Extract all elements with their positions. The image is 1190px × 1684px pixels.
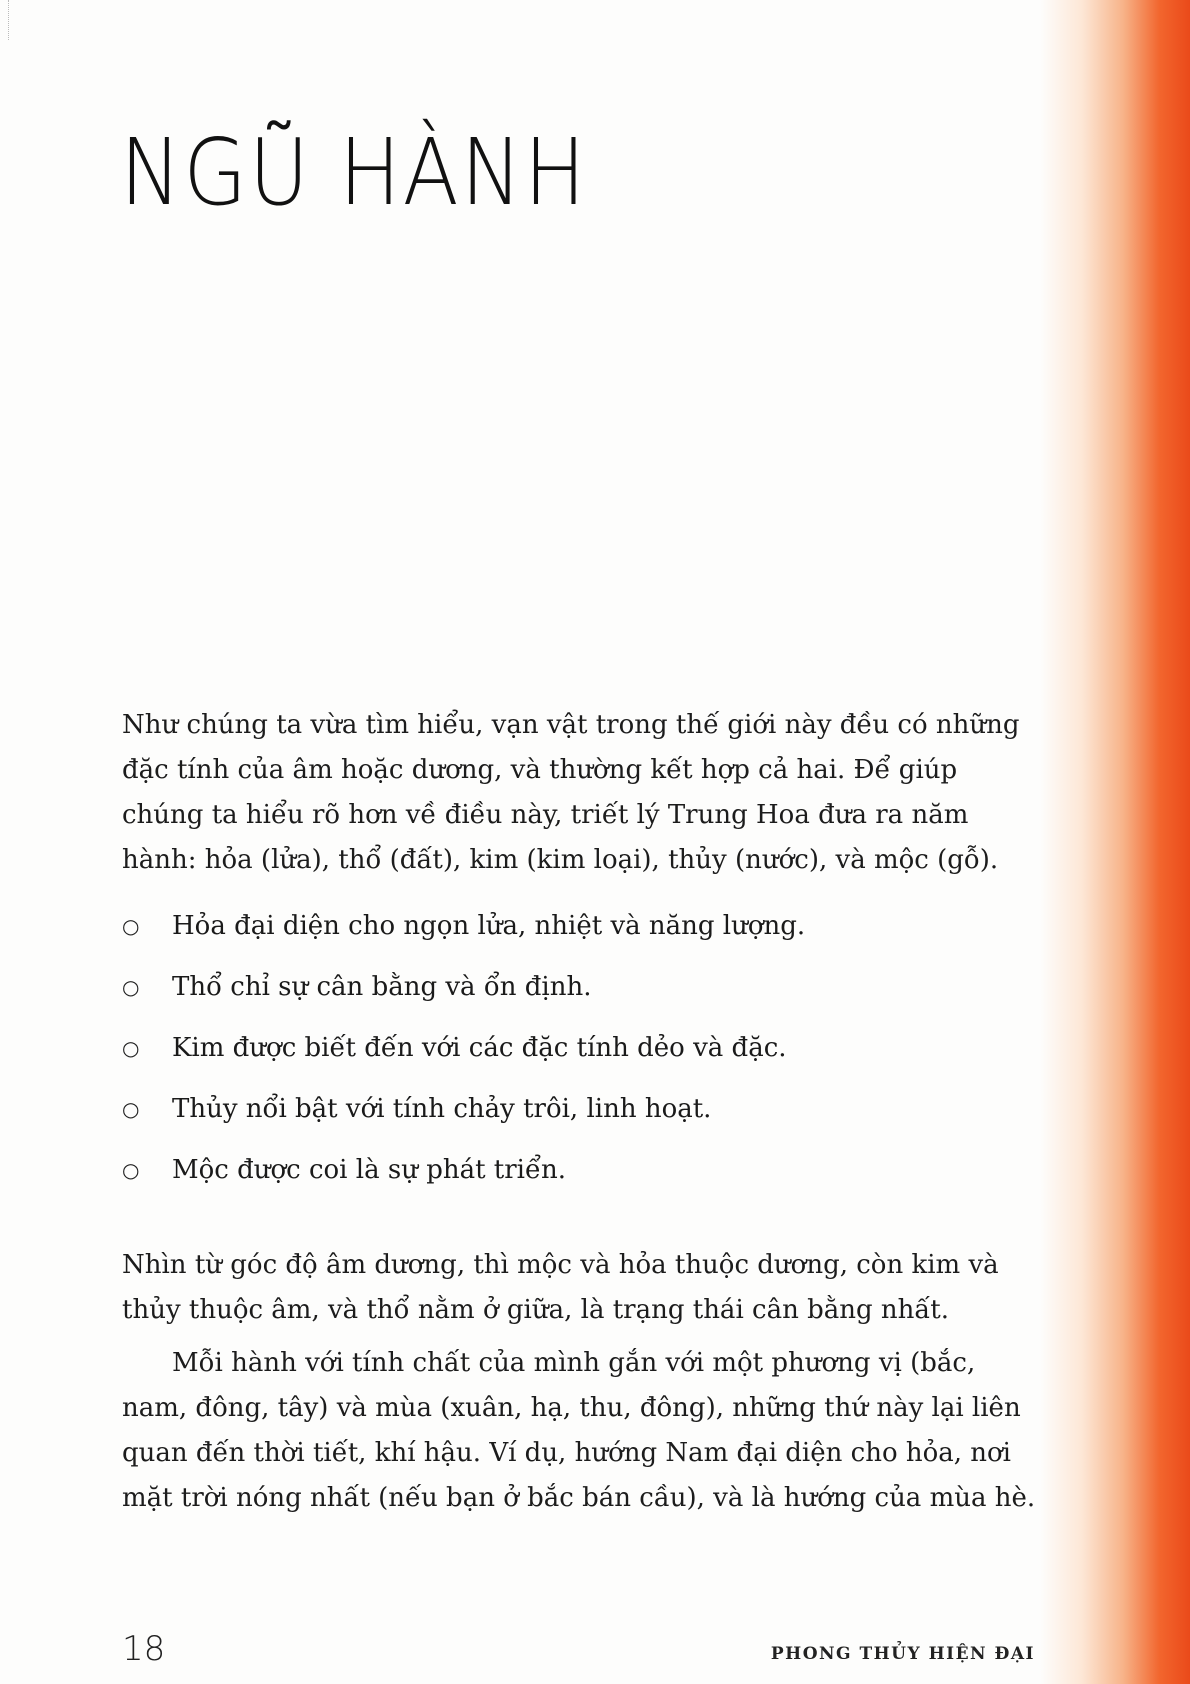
- intro-section: [122, 703, 1042, 883]
- list-item: [122, 1026, 1042, 1087]
- intro-paragraph: Như chúng ta vừa tìm hiểu, vạn vật trong thế giới này đều có những đặc tính của âm hoặc dương, và thường kết hợp cả hai. Để giúp chúng ta hiểu rõ hơn về điều này, triết lý Trung Hoa đưa ra năm hành: hỏa (lửa), thổ (đất), kim (kim loại), thủy (nước), và mộc (gỗ).: [122, 710, 1020, 875]
- bullet-circle-icon: ○: [122, 1036, 140, 1060]
- body-paragraph: Mỗi hành với tính chất của mình gắn với một phương vị (bắc, nam, đông, tây) và mùa (xuân, hạ, thu, đông), những thứ này lại liên quan đến thời tiết, khí hậu. Ví dụ, hướng Nam đại diện cho hỏa, nơi mặt trời nóng nhất (nếu bạn ở bắc bán cầu), và là hướng của mùa hè.: [122, 1348, 1036, 1513]
- list-item-text: Mộc được coi là sự phát triển.: [172, 1155, 566, 1185]
- page-number: 18: [122, 1629, 166, 1669]
- list-item: [122, 1087, 1042, 1148]
- list-item-text: Thổ chỉ sự cân bằng và ổn định.: [172, 972, 592, 1002]
- closing-section: [122, 1243, 1042, 1521]
- chapter-title: NGŨ HÀNH: [120, 120, 588, 227]
- list-item-text: Hỏa đại diện cho ngọn lửa, nhiệt và năng lượng.: [172, 911, 806, 941]
- list-item-text: Thủy nổi bật với tính chảy trôi, linh hoạt.: [172, 1094, 712, 1124]
- list-item: [122, 965, 1042, 1026]
- bullet-circle-icon: ○: [122, 975, 140, 999]
- running-footer: PHONG THỦY HIỆN ĐẠI: [770, 1644, 1035, 1664]
- list-item: [122, 1148, 1042, 1209]
- bullet-circle-icon: ○: [122, 1158, 140, 1182]
- body-paragraph: Nhìn từ góc độ âm dương, thì mộc và hỏa thuộc dương, còn kim và thủy thuộc âm, và thổ nằm ở giữa, là trạng thái cân bằng nhất.: [122, 1250, 999, 1325]
- page-edge-shading: [1040, 0, 1190, 1684]
- bullet-circle-icon: ○: [122, 914, 140, 938]
- bullet-circle-icon: ○: [122, 1097, 140, 1121]
- elements-list: [122, 904, 1042, 1209]
- list-item-text: Kim được biết đến với các đặc tính dẻo và đặc.: [172, 1033, 787, 1063]
- list-item: [122, 904, 1042, 965]
- scan-artifact-line: [8, 0, 11, 40]
